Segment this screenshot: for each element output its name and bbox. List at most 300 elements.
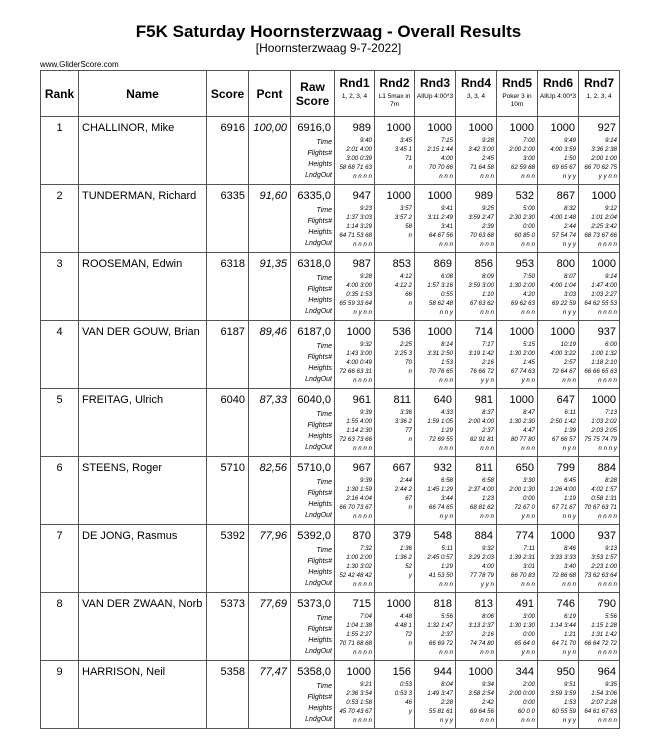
- round-cell: [579, 185, 620, 253]
- raw-score-cell: [291, 185, 335, 253]
- round-score: 1000: [346, 326, 371, 338]
- site-url: www.GliderScore.com: [40, 60, 119, 69]
- pcnt-header: Pcnt: [249, 71, 291, 117]
- time-label: Time: [316, 139, 332, 146]
- round-score: 1000: [468, 122, 493, 134]
- round-details: 2:25 2:25 3 70 n: [394, 341, 412, 375]
- round-details: 9:41 3:11 2:49 3:41 64 67 56 n n n: [427, 205, 453, 248]
- rank-cell: 1: [41, 117, 79, 185]
- flights-label: Flights#: [307, 422, 332, 429]
- table-row: [41, 457, 620, 525]
- round-details: 8:06 3:13 2:37 2:16 74 74 80 n n n: [468, 613, 494, 656]
- round-details: 9:51 3:59 3:59 1:53 60 55 59 n y y: [550, 681, 576, 724]
- raw-score-value: 5392,0: [297, 530, 331, 542]
- round-score: 344: [515, 666, 534, 678]
- flights-label: Flights#: [307, 354, 332, 361]
- table-row: [41, 321, 620, 389]
- round-cell: [375, 185, 415, 253]
- round-cell: [415, 457, 456, 525]
- raw-score-value: 5373,0: [297, 598, 331, 610]
- round-cell: [335, 593, 375, 661]
- round-score: 937: [597, 326, 616, 338]
- round-cell: [335, 661, 375, 729]
- round-cell: [415, 389, 456, 457]
- row-labels: [305, 409, 332, 453]
- round-cell: [538, 117, 579, 185]
- time-label: Time: [316, 411, 332, 418]
- round-header: Rnd3 AllUp 4:00*3: [415, 71, 456, 117]
- round-cell: [538, 457, 579, 525]
- lndgout-label: LndgOut: [305, 172, 332, 179]
- round-cell: [415, 185, 456, 253]
- pilot-name: DE JONG, Rasmus: [79, 525, 207, 593]
- heights-label: Heights: [308, 569, 332, 576]
- round-details: 9:39 1:55 4:00 1:14 2:30 72 63 73 66 n n n n: [339, 409, 372, 452]
- round-score: 853: [392, 258, 411, 270]
- round-details: 2:44 2:44 2 67 n: [394, 477, 412, 511]
- round-score: 1000: [591, 394, 616, 406]
- round-cell: [415, 525, 456, 593]
- score-cell: 6318: [207, 253, 249, 321]
- flights-label: Flights#: [307, 218, 332, 225]
- round-cell: [415, 253, 456, 321]
- round-cell: [538, 593, 579, 661]
- rank-cell: 7: [41, 525, 79, 593]
- round-score: 799: [556, 462, 575, 474]
- round-details: 6:08 1:57 3:16 0:55 58 62 48 n n y: [427, 273, 453, 316]
- pcnt-cell: 77,96: [249, 525, 291, 593]
- round-details: 9:32 1:43 3:00 4:00 0:49 72 66 63 31 n n n n: [339, 341, 372, 384]
- round-cell: [579, 389, 620, 457]
- table-row: [41, 661, 620, 729]
- round-details: 4:48 4:48 1 72 n: [394, 613, 412, 647]
- round-details: 4:33 1:59 1:05 1:29 72 69 55 n n n: [427, 409, 453, 452]
- round-cell: [497, 185, 538, 253]
- round-details: 9:35 1:54 3:06 2:07 2:28 64 61 67 63 n n n n: [584, 681, 617, 724]
- round-cell: [335, 253, 375, 321]
- rank-cell: 9: [41, 661, 79, 729]
- round-cell: [497, 321, 538, 389]
- table-row: [41, 389, 620, 457]
- round-score: 953: [515, 258, 534, 270]
- round-score: 746: [556, 598, 575, 610]
- round-details: 5:56 1:15 1:28 1:31 1:42 66 64 72 72 n n n n: [584, 613, 617, 656]
- round-cell: [497, 593, 538, 661]
- round-cell: [335, 457, 375, 525]
- round-details: 9:25 3:59 2:47 2:39 70 63 68 n n n: [468, 205, 494, 248]
- lndgout-label: LndgOut: [305, 376, 332, 383]
- round-score: 967: [352, 462, 371, 474]
- round-score: 989: [474, 190, 493, 202]
- round-details: 4:12 4:12 2 66 n: [394, 273, 412, 307]
- round-score: 950: [556, 666, 575, 678]
- round-cell: [497, 661, 538, 729]
- round-score: 774: [515, 530, 534, 542]
- raw-score-header: Raw Score: [291, 71, 335, 117]
- round-header: Rnd7 1, 2, 3, 4: [579, 71, 620, 117]
- round-details: 8:47 1:30 2:30 4:47 80 77 80 n n n: [509, 409, 535, 452]
- round-cell: [538, 253, 579, 321]
- round-details: 5:56 1:32 1:47 2:37 66 69 72 n n n: [427, 613, 453, 656]
- round-score: 870: [352, 530, 371, 542]
- round-details: 9:34 3:58 2:54 2:42 69 64 56 n n n: [468, 681, 494, 724]
- round-cell: [538, 321, 579, 389]
- round-details: 7:04 1:04 1:38 1:55 2:27 70 71 68 68 n n n n: [339, 613, 372, 656]
- heights-label: Heights: [308, 161, 332, 168]
- round-score: 1000: [509, 326, 534, 338]
- round-cell: [456, 185, 497, 253]
- round-details: 5:11 2:45 0:57 1:29 41 53 50 n n n: [427, 545, 453, 588]
- raw-score-value: 6335,0: [297, 190, 331, 202]
- round-score: 937: [597, 530, 616, 542]
- round-score: 379: [392, 530, 411, 542]
- round-cell: [456, 253, 497, 321]
- round-details: 9:13 3:53 1:57 2:23 1:00 73 62 63 64 n n n n: [584, 545, 617, 588]
- pilot-name: HARRISON, Neil: [79, 661, 207, 729]
- row-labels: [305, 137, 332, 181]
- raw-score-value: 5358,0: [297, 666, 331, 678]
- round-details: 3:36 3:36 2 77 n: [394, 409, 412, 443]
- name-header: Name: [79, 71, 207, 117]
- round-score: 1000: [509, 122, 534, 134]
- time-label: Time: [316, 615, 332, 622]
- lndgout-label: LndgOut: [305, 512, 332, 519]
- round-details: 7:50 1:30 2:00 4:20 69 62 63 n n n: [509, 273, 535, 316]
- heights-label: Heights: [308, 365, 332, 372]
- raw-score-cell: [291, 389, 335, 457]
- rank-cell: 6: [41, 457, 79, 525]
- round-cell: [538, 389, 579, 457]
- round-header: Rnd5 Poker 3 in 10m: [497, 71, 538, 117]
- round-cell: [579, 457, 620, 525]
- round-score: 640: [433, 394, 452, 406]
- round-score: 800: [556, 258, 575, 270]
- flights-label: Flights#: [307, 490, 332, 497]
- raw-score-value: 6916,0: [297, 122, 331, 134]
- round-score: 1000: [427, 326, 452, 338]
- flights-label: Flights#: [307, 694, 332, 701]
- round-cell: [497, 457, 538, 525]
- round-score: 1000: [591, 258, 616, 270]
- round-cell: [497, 253, 538, 321]
- row-labels: [305, 477, 332, 521]
- score-cell: 5358: [207, 661, 249, 729]
- round-score: 1000: [386, 190, 411, 202]
- lndgout-label: LndgOut: [305, 444, 332, 451]
- round-cell: [375, 525, 415, 593]
- round-cell: [456, 525, 497, 593]
- score-header: Score: [207, 71, 249, 117]
- round-cell: [375, 661, 415, 729]
- round-cell: [456, 457, 497, 525]
- round-score: 647: [556, 394, 575, 406]
- flights-label: Flights#: [307, 558, 332, 565]
- round-cell: [375, 117, 415, 185]
- round-header: Rnd2 L1 5max in 7m: [375, 71, 415, 117]
- row-labels: [305, 273, 332, 317]
- round-score: 650: [515, 462, 534, 474]
- round-details: 6:58 2:37 4:00 1:23 68 81 62 n n n: [468, 477, 494, 520]
- round-details: 3:57 3:57 2 58 n: [394, 205, 412, 239]
- pilot-name: VAN DER ZWAAN, Norb: [79, 593, 207, 661]
- round-cell: [456, 321, 497, 389]
- round-details: 8:14 3:31 2:50 1:53 70 76 65 n n n: [427, 341, 453, 384]
- pilot-name: VAN DER GOUW, Brian: [79, 321, 207, 389]
- round-cell: [335, 117, 375, 185]
- round-details: 10:19 4:00 3:22 2:57 72 64 67 n n n: [550, 341, 576, 384]
- round-cell: [375, 389, 415, 457]
- lndgout-label: LndgOut: [305, 580, 332, 587]
- round-details: 9:14 1:47 4:00 1:03 2:27 64 62 55 53 n n n n: [584, 273, 617, 316]
- time-label: Time: [316, 343, 332, 350]
- round-details: 6:45 1:26 4:00 1:19 67 71 67 n n y: [550, 477, 576, 520]
- pcnt-cell: 87,33: [249, 389, 291, 457]
- round-cell: [335, 321, 375, 389]
- round-score: 1000: [509, 394, 534, 406]
- round-cell: [415, 661, 456, 729]
- round-score: 981: [474, 394, 493, 406]
- header-row: [41, 71, 620, 117]
- round-details: 6:19 1:14 3:44 1:21 64 71 70 n y n: [550, 613, 576, 656]
- event-subtitle: [Hoornsterzwaag 9-7-2022]: [255, 41, 402, 55]
- pilot-name: ROOSEMAN, Edwin: [79, 253, 207, 321]
- round-score: 811: [393, 394, 411, 406]
- round-score: 961: [352, 394, 371, 406]
- round-details: 8:37 2:00 4:00 2:37 82 91 81 n n n: [468, 409, 494, 452]
- rank-cell: 2: [41, 185, 79, 253]
- flights-label: Flights#: [307, 150, 332, 157]
- lndgout-label: LndgOut: [305, 308, 332, 315]
- round-details: 5:00 2:30 2:30 0:00 60 85 0 n n n: [509, 205, 535, 248]
- round-cell: [538, 525, 579, 593]
- round-details: 9:28 3:42 3:00 2:45 71 64 58 n n n: [468, 137, 494, 180]
- round-cell: [375, 457, 415, 525]
- pilot-name: FREITAG, Ulrich: [79, 389, 207, 457]
- round-cell: [335, 389, 375, 457]
- round-header: Rnd6 AllUp 4:00*3: [538, 71, 579, 117]
- round-header: Rnd4 3, 3, 4: [456, 71, 497, 117]
- heights-label: Heights: [308, 433, 332, 440]
- row-labels: [305, 341, 332, 385]
- round-details: 8:09 3:59 3:00 1:10 67 63 62 n n n: [468, 273, 494, 316]
- time-label: Time: [316, 207, 332, 214]
- raw-score-cell: [291, 253, 335, 321]
- round-details: 7:13 1:03 2:02 2:03 2:05 75 75 74 79 n n n y: [584, 409, 617, 452]
- round-details: 9:21 2:36 3:54 0:53 1:58 45 70 43 67 n n n n: [339, 681, 372, 724]
- round-details: 9:14 3:36 2:38 2:00 1:00 66 70 62 75 y y n n: [584, 137, 617, 180]
- round-details: 3:00 1:30 1:30 0:00 65 64 0 y n n: [509, 613, 535, 656]
- round-score: 1000: [550, 122, 575, 134]
- round-cell: [375, 321, 415, 389]
- round-details: 8:04 1:49 3:47 2:28 55 81 61 n y y: [427, 681, 453, 724]
- heights-label: Heights: [308, 297, 332, 304]
- round-details: 6:00 1:00 1:32 1:18 2:10 66 66 65 63 n n n n: [584, 341, 617, 384]
- rank-header: Rank: [41, 71, 79, 117]
- raw-score-value: 6187,0: [297, 326, 331, 338]
- table-row: [41, 117, 620, 185]
- row-labels: [305, 205, 332, 249]
- round-cell: [497, 389, 538, 457]
- score-cell: 6335: [207, 185, 249, 253]
- heights-label: Heights: [308, 501, 332, 508]
- round-details: 7:11 1:39 2:31 3:01 66 70 83 n n n: [509, 545, 535, 588]
- time-label: Time: [316, 547, 332, 554]
- score-cell: 6916: [207, 117, 249, 185]
- heights-label: Heights: [308, 637, 332, 644]
- round-details: 5:15 1:30 2:00 1:45 67 74 63 y n n: [509, 341, 535, 384]
- round-score: 532: [515, 190, 534, 202]
- round-score: 869: [433, 258, 452, 270]
- round-details: 9:39 1:30 1:59 2:16 4:04 66 70 73 67 n n n n: [339, 477, 372, 520]
- round-score: 1000: [591, 190, 616, 202]
- round-details: 8:07 4:00 1:04 3:03 69 22 59 n y y: [550, 273, 576, 316]
- round-details: 8:46 3:33 3:33 3:40 72 86 68 n n n: [550, 545, 576, 588]
- round-cell: [579, 253, 620, 321]
- round-cell: [456, 117, 497, 185]
- round-details: 7:17 3:19 1:42 2:16 76 66 72 y y n: [468, 341, 494, 384]
- pcnt-cell: 82,56: [249, 457, 291, 525]
- rank-cell: 5: [41, 389, 79, 457]
- round-details: 8:28 4:02 1:57 0:58 1:31 70 67 63 71 n n n n: [584, 477, 617, 520]
- lndgout-label: LndgOut: [305, 716, 332, 723]
- round-score: 1000: [346, 666, 371, 678]
- round-score: 536: [392, 326, 411, 338]
- page-title: F5K Saturday Hoornsterzwaag - Overall Results: [135, 22, 522, 41]
- round-cell: [538, 185, 579, 253]
- raw-score-cell: [291, 117, 335, 185]
- round-score: 989: [352, 122, 371, 134]
- pilot-name: STEENS, Roger: [79, 457, 207, 525]
- rank-cell: 3: [41, 253, 79, 321]
- score-cell: 6040: [207, 389, 249, 457]
- round-details: 8:32 4:00 1:48 2:44 57 54 74 n y y: [550, 205, 576, 248]
- round-score: 884: [474, 530, 493, 542]
- lndgout-label: LndgOut: [305, 240, 332, 247]
- round-cell: [456, 661, 497, 729]
- round-cell: [335, 525, 375, 593]
- raw-score-cell: [291, 661, 335, 729]
- round-details: 9:32 3:29 2:03 4:00 77 78 79 y y n: [468, 545, 494, 588]
- round-score: 156: [392, 666, 411, 678]
- round-cell: [579, 525, 620, 593]
- round-score: 714: [474, 326, 493, 338]
- table-row: [41, 185, 620, 253]
- pcnt-cell: 89,46: [249, 321, 291, 389]
- round-score: 813: [474, 598, 493, 610]
- round-details: 6:58 1:45 1:29 3:44 66 74 65 n y n: [427, 477, 453, 520]
- round-cell: [497, 117, 538, 185]
- pilot-name: CHALLINOR, Mike: [79, 117, 207, 185]
- raw-score-cell: [291, 321, 335, 389]
- rank-cell: 8: [41, 593, 79, 661]
- round-details: 7:00 2:00 2:00 3:00 62 59 68 n n n: [509, 137, 535, 180]
- round-score: 927: [597, 122, 616, 134]
- round-details: 6:11 2:50 1:42 1:39 67 66 57 n y n: [550, 409, 576, 452]
- round-cell: [415, 593, 456, 661]
- heights-label: Heights: [308, 229, 332, 236]
- round-score: 1000: [550, 530, 575, 542]
- round-cell: [415, 117, 456, 185]
- round-details: 3:30 2:00 1:30 0:00 72 67 0 y n n: [509, 477, 535, 520]
- time-label: Time: [316, 479, 332, 486]
- score-cell: 5373: [207, 593, 249, 661]
- raw-score-value: 6040,0: [297, 394, 331, 406]
- round-score: 1000: [550, 326, 575, 338]
- round-details: 9:12 1:01 2:04 2:25 3:42 68 73 67 66 n n n n: [584, 205, 617, 248]
- round-cell: [456, 593, 497, 661]
- round-details: 7:15 2:15 1:44 4:00 70 70 66 n n n: [427, 137, 453, 180]
- score-cell: 5392: [207, 525, 249, 593]
- round-cell: [579, 117, 620, 185]
- round-score: 811: [475, 462, 493, 474]
- round-score: 944: [433, 666, 452, 678]
- round-score: 818: [433, 598, 452, 610]
- round-score: 964: [597, 666, 616, 678]
- round-score: 1000: [427, 122, 452, 134]
- raw-score-cell: [291, 593, 335, 661]
- score-cell: 5710: [207, 457, 249, 525]
- row-labels: [305, 545, 332, 589]
- raw-score-cell: [291, 525, 335, 593]
- round-details: 7:32 1:00 2:00 1:30 3:02 52 42 48 42 n n n n: [339, 545, 372, 588]
- pcnt-cell: 91,60: [249, 185, 291, 253]
- round-details: 1:36 1:36 2 52 y: [394, 545, 412, 579]
- round-cell: [415, 321, 456, 389]
- time-label: Time: [316, 683, 332, 690]
- lndgout-label: LndgOut: [305, 648, 332, 655]
- round-score: 1000: [386, 598, 411, 610]
- round-details: 9:49 4:00 3:59 1:50 69 65 67 n y y: [550, 137, 576, 180]
- round-score: 548: [433, 530, 452, 542]
- row-labels: [305, 613, 332, 657]
- round-score: 947: [352, 190, 371, 202]
- round-details: 9:23 1:37 3:03 1:14 3:29 64 71 53 68 n n n n: [339, 205, 372, 248]
- round-cell: [375, 593, 415, 661]
- pilot-name: TUNDERMAN, Richard: [79, 185, 207, 253]
- round-details: 9:28 4:00 3:00 0:35 1:53 65 59 33 64 n y n n: [339, 273, 372, 316]
- round-details: 9:40 2:01 4:00 3:00 0:39 58 68 71 63 n n n n: [339, 137, 372, 180]
- score-cell: 6187: [207, 321, 249, 389]
- round-score: 1000: [427, 190, 452, 202]
- round-score: 884: [597, 462, 616, 474]
- round-header: Rnd1 1, 2, 3, 4: [335, 71, 375, 117]
- round-score: 987: [352, 258, 371, 270]
- heights-label: Heights: [308, 705, 332, 712]
- table-row: [41, 253, 620, 321]
- round-cell: [579, 321, 620, 389]
- table-row: [41, 525, 620, 593]
- pcnt-cell: 77,69: [249, 593, 291, 661]
- pcnt-cell: 77,47: [249, 661, 291, 729]
- round-details: 3:45 3:45 1 71 n: [394, 137, 412, 171]
- row-labels: [305, 681, 332, 725]
- round-cell: [579, 593, 620, 661]
- round-score: 1000: [386, 122, 411, 134]
- round-details: 2:00 2:00 0:00 0:00 60 0 0 n n n: [509, 681, 535, 724]
- round-score: 867: [556, 190, 575, 202]
- pcnt-cell: 100,00: [249, 117, 291, 185]
- pcnt-cell: 91,35: [249, 253, 291, 321]
- round-score: 1000: [468, 666, 493, 678]
- round-cell: [456, 389, 497, 457]
- round-cell: [335, 185, 375, 253]
- raw-score-value: 5710,0: [297, 462, 331, 474]
- results-table: [40, 70, 620, 729]
- round-cell: [538, 661, 579, 729]
- time-label: Time: [316, 275, 332, 282]
- raw-score-value: 6318,0: [297, 258, 331, 270]
- table-row: [41, 593, 620, 661]
